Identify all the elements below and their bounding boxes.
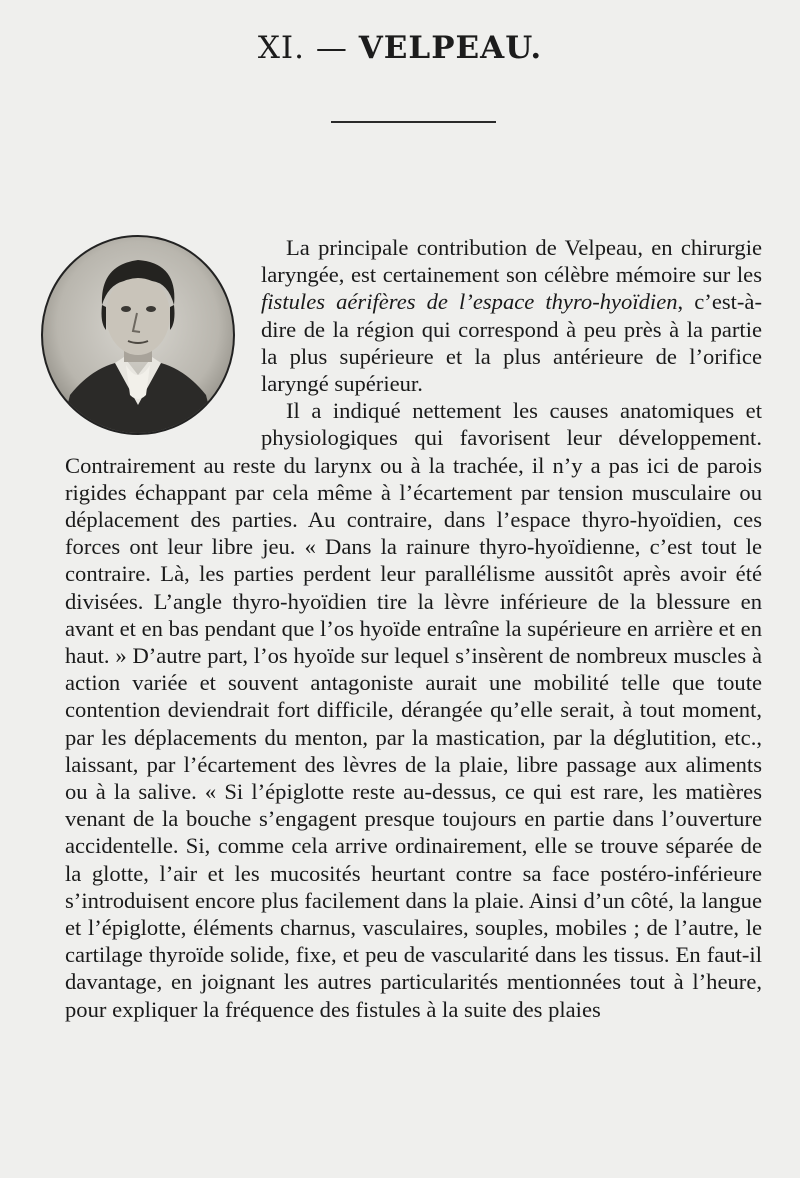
- chapter-number: XI. —: [257, 30, 348, 66]
- body-text: [65, 234, 762, 1023]
- portrait-float-space: [65, 234, 261, 440]
- paragraph-1-end: , c’est-à-dire de la région qui correspond à peu près à la partie la plus supérieure et la plus antérieure de l’orifice laryngé supérieur.: [261, 289, 762, 397]
- paragraph-2: Il a indiqué nettement les causes anatomiques et physiologiques qui favorisent leur développement. Contrairement au reste du larynx ou à la trachée, il n’y a pas ici de parois rigides échappant par cela même à l’écartement par tension musculaire ou déplacement des parties. Au contraire, dans l’espace thyro-hyoïdien, ces forces ont leur libre jeu. « Dans la rainure thyro-hyoïdienne, c’est tout le contraire. Là, les parties perdent leur parallélisme aussitôt après avoir été divisées. L’angle thyro-hyoïdien tire la lèvre inférieure de la blessure en avant et en bas pendant que l’os hyoïde entraîne la supérieure en arrière et en haut. » D’autre part, l’os hyoïde sur lequel s’insèrent de nombreux muscles à action variée et souvent antagoniste aurait une mobilité telle que toute contention deviendrait fort difficile, dérangée qu’elle serait, à tout moment, par les déplacements du menton, par la mastication, par la déglutition, etc., laissant, par l’écartement des lèvres de la plaie, libre passage aux aliments ou à la salive. « Si l’épiglotte reste au-dessus, ce qui est rare, les matières venant de la bouche s’engagent presque toujours en partie dans l’ouverture accidentelle. Si, comme cela arrive ordinairement, elle se trouve séparée de la glotte, l’air et les mucosités heurtant contre sa face postéro-inférieure s’introduisent encore plus facilement dans la plaie. Ainsi d’un côté, la langue et l’épiglotte, éléments charnus, vasculaires, souples, mobiles ; de l’autre, le cartilage thyroïde solide, fixe, et peu de vascularité dans les tissus. En faut-il davantage, en joignant les autres particularités mentionnées tout à l’heure, pour expliquer la fréquence des fistules à la suite des plaies: [65, 398, 762, 1022]
- title-rule: [331, 121, 496, 123]
- paragraph-1-start: La principale contribution de Velpeau, en chirurgie laryngée, est certainement son célèbre mémoire sur les: [261, 235, 762, 288]
- paragraph-1-italic: fistules aérifères de l’espace thyro-hyoïdien: [261, 289, 678, 315]
- chapter-title: [0, 30, 800, 66]
- chapter-name: VELPEAU.: [358, 30, 543, 66]
